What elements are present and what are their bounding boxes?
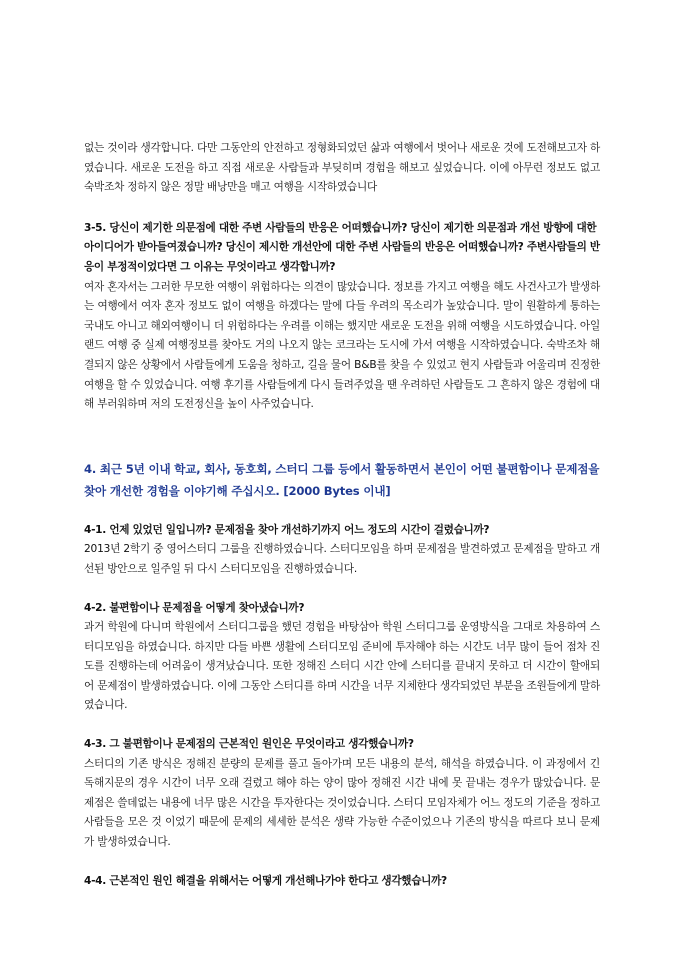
question-3-5: 3-5. 당신이 제기한 의문점에 대한 주변 사람들의 반응은 어떠했습니까? 당신이 제기한 의문점과 개선 방향에 대한 아이디어가 받아들여졌습니까? 당신이 제시한 개선안에 대한 주변 사람들의 반응은 어떠했습니까? 주변사람들의 반응이 부정적이었다면 그 이유는 무엇이라고 생각합니까?: [84, 221, 600, 273]
question-4-1: 4-1. 언제 있었던 일입니까? 문제점을 찾아 개선하기까지 어느 정도의 시간이 걸렸습니까?: [84, 523, 490, 536]
paragraph-intro: 없는 것이라 생각합니다. 다만 그동안의 안전하고 정형화되었던 삶과 여행에서 벗어나 새로운 것에 도전해보고자 하였습니다. 새로운 도전을 하고 직접 새로운 사람들과 부딪히며 경험을 해보고 싶었습니다. 이에 아무런 정보도 없고 숙박조차 정하지 않은 정말 배낭만을 매고 여행을 시작하였습니다: [84, 142, 600, 194]
answer-3-5: 여자 혼자서는 그러한 무모한 여행이 위험하다는 의견이 많았습니다. 정보를 가지고 여행을 해도 사건사고가 발생하는 여행에서 여자 혼자 정보도 없이 여행을 하겠다는 말에 다들 우려의 목소리가 높았습니다. 말이 원활하게 통하는 국내도 아니고 해외여행이니 더 위험하다는 우려를 이해는 했지만 새로운 도전을 위해 여행을 시도하였습니다. 아일랜드 여행 중 실제 여행정보를 찾아도 거의 나오지 않는 코크라는 도시에 가서 여행을 시작하였습니다. 숙박조차 해결되지 않은 상황에서 사람들에게 도움을 청하고, 길을 물어 B&B를 찾을 수 있었고 현지 사람들과 어울리며 진정한 여행을 할 수 있었습니다. 여행 후기를 사람들에게 다시 들려주었을 땐 우려하던 사람들도 그 흔하지 않은 경험에 대해 부러워하며 저의 도전정신을 높이 사주었습니다.: [84, 280, 600, 411]
question-4-4: 4-4. 근본적인 원인 해결을 위해서는 어떻게 개선해나가야 한다고 생각했습니까?: [84, 874, 447, 887]
answer-4-2: 과거 학원에 다니며 학원에서 스터디그룹을 했던 경험을 바탕삼아 학원 스터디그룹 운영방식을 그대로 차용하여 스터디모임을 하였습니다. 하지만 다들 바쁜 생활에 스터디모임 준비에 투자해야 하는 시간도 너무 많이 들어 점차 진도를 진행하는데 어려움이 생겨났습니다. 또한 정해진 스터디 시간 안에 스터디를 끝내지 못하고 더 시간이 할애되어 문제점이 발생하였습니다. 이에 그동안 스터디를 하며 시간을 너무 지체한다 생각되었던 부분을 조원들에게 말하였습니다.: [84, 621, 600, 712]
question-4-2: 4-2. 불편함이나 문제점을 어떻게 찾아냈습니까?: [84, 601, 305, 614]
section-heading-4: 4. 최근 5년 이내 학교, 회사, 동호회, 스터디 그룹 등에서 활동하면서 본인이 어떤 불편함이나 문제점을 찾아 개선한 경험을 이야기해 주십시오. [2000 Bytes 이내]: [84, 461, 600, 498]
question-4-3: 4-3. 그 불편함이나 문제점의 근본적인 원인은 무엇이라고 생각했습니까?: [84, 738, 414, 751]
answer-4-1: 2013년 2학기 중 영어스터디 그룹을 진행하였습니다. 스터디모임을 하며 문제점을 발견하였고 문제점을 말하고 개선된 방안으로 일주일 뒤 다시 스터디모임을 진행하였습니다.: [84, 543, 600, 575]
answer-4-3: 스터디의 기존 방식은 정해진 분량의 문제를 풀고 돌아가며 모든 내용의 분석, 해석을 하였습니다. 이 과정에서 긴 독해지문의 경우 시간이 너무 오래 걸렸고 해야 하는 양이 많아 정해진 시간 내에 못 끝내는 경우가 많았습니다. 문제점은 쓸데없는 내용에 너무 많은 시간을 투자한다는 것이었습니다. 스터디 모임자체가 어느 정도의 기준을 정하고 사람들을 모은 것 이었기 때문에 문제의 세세한 분석은 생략 가능한 수준이었으나 기존의 방식을 따르다 보니 문제가 발생하였습니다.: [84, 757, 600, 849]
document-page: [84, 139, 600, 891]
